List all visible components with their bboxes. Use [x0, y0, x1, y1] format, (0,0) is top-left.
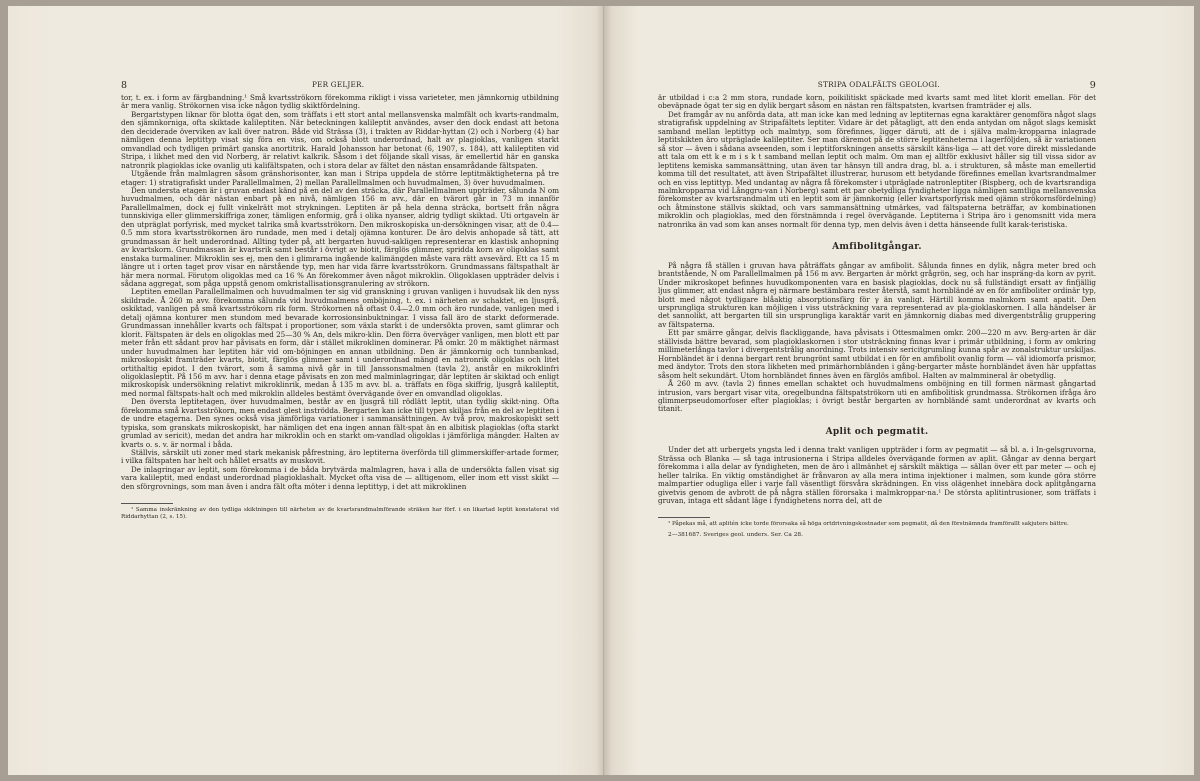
paragraph: På några få ställen i gruvan hava påträffats gångar av amfibolit. Sålunda finnes en dylik, några meter bred och brantstående, N om Parallellmalmen på 156 m avv. Bergarten är mörkt grågrön, seg, och har inspräng-da korn av pyrit. Under mikroskopet befinnes huvudkomponenten vara en basisk plagioklas, dock nu så fullständigt ersatt av finfjällig ljus glimmer, att endast några ej närmare bestämbara rester återstå, samt hornbländé av en för amfiboliter ordinär typ, blott med något tydligare blåaktig absorptionsfärg för γ än vanligt. Härtill komma malmkorn samt apatit. Den ursprungliga strukturen kan möjligen i viss utsträckning vara representerad av pla-gioklaskornen. I alla händelser är det sannolikt, att bergarten till sin ursprungliga karaktär varit en jämnkornig diabas med divergentstrålig gruppering av fältspaterna.	[658, 260, 1096, 329]
paragraph: Den översta leptitetagen, över huvudmalmen, består av en ljusgrå till rödlätt leptit, utan tydlig skikt-ning. Ofta förekomma små kvartsströkorn, men endast glest inströdda. Bergarten kan icke till typen skiljas från en del av leptiten i de undre etagerna. Den synes också visa jämförliga variationer i sammansättningen. Av två prov, makroskopiskt sett typiska, som granskats mikroskopiskt, har nämligen det ena ingen annan fält-spat än en albitisk plagioklas (ofta starkt grumlad av sericit), medan det andra har mikroklin och en starkt om-vandlad oligoklas i jämförliga mängder. Halten av kvarts o. s. v. är normal i båda.	[121, 397, 559, 449]
section-heading-amfibolit: Amfibolitgångar.	[832, 242, 922, 253]
footnote: ¹ Samma inskränkning av den tydliga skiktningen till närheten av de kvartsrandmalmförande sträken har förf. i en likartad leptit konstaterat vid Riddarhyttan (2, s. 15).	[121, 507, 559, 520]
paragraph: Ett par smärre gångar, delvis flackliggande, hava påvisats i Ottesmalmen omkr. 200—220 m avv. Berg-arten är där ställvisda bättre bevarad, som plagioklaskornen i stor utsträckning finnas kvar i primär utbildning, i form av omkring millimeterlånga tavlor i divergentstrålig anordning. Trots intensiv sericitgrumling kunna spår av zonalstruktur urskiljas. Hornbländet är i denna bergart rent brungrönt samt utbildat i en för en amfibolit ovanlig form — väl idiomorfa prismor, med ändytor. Trots den stora likheten med primärhornbländen i gång-bergarter måste hornbländet även här uppfattas såsom helt sekundärt. Utom hornbländet finnes även en färglös amfibol. Halten av malmmineral är obetydlig.	[658, 328, 1096, 380]
paragraph: Den understa etagen är i gruvan endast känd på en del av den sträcka, där Parallellmalmen uppträder, sålunda N om huvudmalmen, och där nästan enbart på en nivå, nämligen 156 m avv., där en tvärort går in 73 m innanför Parallellmalmen, dock ej fullt vinkelrätt mot strykningen. Leptiten är på hela denna sträcka, bortsett från några tunnskiviga eller glimmerskiffriga zoner, tämligen enformig, grå i olika nyanser, aldrig tydligt skiktad. Uti ortgaveln är den utpräglat porfyrisk, med mycket talrika små kvartsströkorn. Den mikroskopiska un-dersökningen visar, att de 0.4—0.5 mm stora kvartsströkornen äro rundade, men med i detalj ojämna konturer. De äro delvis anhopade så tätt, att grundmassan är helt underordnad. Allting tyder på, att bergarten huvud-sakligen representerar en klastisk anhopning av kvartskorn. Grundmassan är kvartsrik samt består i övrigt av biotit, färglös glimmer, spridda korn av oligoklas samt enstaka turmaliner. Mikroklin ses ej, men den i glimrarna ingående kalimängden måste vara rätt avsevärd. Ett ca 15 m längre ut i orten taget prov visar en närstående typ, men har vida färre kvartsströkorn. Grundmassans fältspathalt är här mera normal. Förutom oligoklas med ca 16 % An förekommer även något mikroklin. Oligoklasen uppträder delvis i sådana aggregat, som påga uppstå genom omkristallisationsgranulering av strökorn.	[121, 185, 559, 288]
left-page	[8, 6, 604, 775]
footnote-rule	[658, 517, 710, 518]
right-page-content	[658, 80, 1096, 538]
paragraph: Leptiten emellan Parallellmalmen och huvudmalmen ter sig vid granskning i gruvan vanligen i huvudsak lik den nyss skildrade. Å 260 m avv. förekomma sålunda vid huvudmalmens omböjning, t. ex. i närheten av schaktet, en ljusgrå, oskiktad, vanligen på små kvartsströkorn rik form. Strökornen nå oftast 0.4—2.0 mm och äro rundade, vanligen med i detalj ojämna konturer men stundom med bevarade korrosionsinbuktningar. I vissa fall äro de starkt deformerade. Grundmassan innehåller kvarts och fältspat i proportioner, som växla starkt i de undersökta proven, samt glimrar och klorit. Fältspaten är dels en oligoklas med 25—30 % An, dels mikro-klin. Den förra överväger vanligen, men blott ett par meter från ett sådant prov har påvisats en form, där i stället mikroklinen dominerar. På omkr. 20 m mäktighet närmast under huvudmalmen har leptiten här vid om-böjningen en annan utbildning. Den är jämnkornig och tunnbankad, mikroskopiskt framträder kvarts, biotit, färglös glimmer samt i underordnad mängd en natronrik oligoklas och litet ortithaltig epidot. I den tvärort, som å samma nivå går in till Janssonsmalmen (tavla 2), anstår en mikroklinfri oligoklasleptit. På 156 m avv. har i denna etage påvisats en zon med malminlagringar, där leptiten är skiktad och enligt mikroskopisk undersökning relativt mikroklinrik, medan å 135 m avv. bl. a. träffats en föga skiffrig, ljusgrå kalileptit, med normal fältspats-halt och med mikroklin alldeles bestämt övervägande över en omvandlad oligoklas.	[121, 287, 559, 398]
paragraph: tor, t. ex. i form av färgbandning.¹ Små kvartsströkorn förekomma rikligt i vissa varieteter, men jämnkornig utbildning är mera vanlig. Strökornen visa icke någon tydlig skiktfördelning.	[121, 93, 559, 111]
footnote-rule	[121, 503, 173, 504]
left-body-text	[121, 94, 559, 491]
left-page-number: 8	[121, 80, 128, 91]
right-page-number: 9	[1089, 80, 1096, 91]
left-footnotes	[121, 507, 559, 520]
left-running-head: PER GELJER.	[311, 80, 365, 89]
book-spread	[8, 6, 1194, 775]
right-page	[604, 6, 1194, 775]
left-running-header	[121, 80, 559, 94]
right-running-header	[658, 80, 1096, 94]
paragraph: är utbildad i c:a 2 mm stora, rundade korn, poikilitiskt späckade med kvarts samt med litet klorit emellan. För det obeväpnade ögat ter sig en dylik bergart såsom en nästan ren fältspatsten, kvartsen framträder ej alls.	[658, 93, 1096, 111]
paragraph: Det framgår av nu anförda data, att man icke kan med ledning av leptiternas egna karaktärer genomföra något slags stratigrafisk uppdelning av Stripafältets leptiter. Vidare är det påtagligt, att den enda antydan om något slags kemiskt samband mellan leptittyp och malmtyp, som förefinnes, ligger däruti, att de i själva malm-kropparna inlagrade leptitskikten äro utpräglade kalileptiter. Ser man däremot på de större leptitenheterna i lagerföljden, så är variationen så stor — även i sådana avseenden, som i leptitforskningen ansetts särskilt käns-liga — att det vore direkt missledande att tala om ett k e m i s k t samband mellan leptit och malm. Om man ej alltför exklusivt håller sig till vissa sidor av leptitens kemiska sammansättning, utan även tar hänsyn till andra drag, bl. a. i strukturen, så måste man emellertid komma till det resultatet, att även Stripafältet illustrerar, hurusom ett betydande förefinnes emellan kvartsrandmalmer och en viss leptittyp. Med undantag av några få förekomster i utpräglade natronleptiter (Bispberg, och de kvartsrandiga malmkropparna vid Långgru-van i Norberg) samt ett par obetydliga fyndigheter ligga nämligen samtliga mellansvenska förekomster av kvartsrandmalm uti en leptit som är jämnkornig (eller kvartsporfyrisk med ojämn strökornsfördelning) och åtminstone ställvis skiktad, och vars sammansättning utmärkes, vad fältspaterna beträffar, av kombinationen mikroklin och plagioklas, med den förstnämnda i regel övervägande. Leptiterna i Stripa äro i genomsnitt vida mera natronrika än vad som kan anses normalt för denna typ, men delvis även i detta hänseende fullt karak-teristiska.	[658, 109, 1096, 229]
footnote: ¹ Påpekas må, att aplitén icke torde förorsaka så höga ortdrivningskostnader som pegmatit, då den förstnämnda framförallt sakjuters bättre.	[668, 521, 1069, 528]
paragraph: De inlagringar av leptit, som förekomma i de båda brytvärda malmlagren, hava i alla de undersökta fallen visat sig vara kalileptit, med endast underordnad plagioklashalt. Mycket ofta visa de — alltigenom, eller inom ett visst skikt — den sförgrovnings, som man även i andra fält ofta möter i denna leptittyp, i det att mikroklinen	[121, 464, 559, 491]
paragraph: Ställvis, särskilt uti zoner med stark mekanisk påfrestning, äro leptiterna överförda till glimmerskiffer-artade former, i vilka fältspaten har helt och hållet ersatts av muskovit.	[121, 448, 559, 466]
paragraph: Utgående från malmlagren såsom gränshorisonter, kan man i Stripa uppdela de större leptitmäktigheterna på tre etager: 1) stratigrafiskt under Parallellmalmen, 2) mellan Parallellmalmen och huvudmalmen, 3) över huvudmalmen.	[121, 169, 559, 187]
right-footnotes	[658, 521, 1096, 528]
paragraph: Under det att urbergets yngsta led i denna trakt vanligen uppträder i form av pegmatit — så bl. a. i In-gelsgruvorna, Strässa och Blanka — så taga intrusionerna i Stripa alldeles övervägande formen av aplit. Gångar av denna bergart förekomma i alla delar av fyndigheten, men de äro i allmänhet ej särskilt mäktiga — sällan över ett par meter — och ej heller talrika. En viktig omständighet är frånvaron av alla mera intima injektioner i malmen, som kunde göra större malmpartier odugliga eller i varje fall väsentligt försvåra skrädningen. En viss olägenhet innebära dock aplitgångarna givetvis genom de avbrott de på några ställen förorsaka i malmkroppar-na.¹ De största aplitintrusioner, som träffats i gruvan, intaga ett sådant läge i fyndighetens norra del, att de	[658, 445, 1096, 506]
printer-signature: 2—381687. Sveriges geol. unders. Ser. Ca 28.	[668, 532, 803, 539]
paragraph: Å 260 m avv. (tavla 2) finnes emellan schaktet och huvudmalmens omböjning en till formen närmast gångartad intrusion, vars bergart visar vita, oregelbundna fältspatströkorn uti en amfibolitisk grundmassa. Strökornen ifråga äro glimmerpseudomorfoser efter plagioklas; i övrigt består bergarten av hornbländé samt underordnat av kvarts och titanit.	[658, 379, 1096, 414]
paragraph: Bergartstypen liknar för blotta ögat den, som träffats i ett stort antal mellansvenska malmfält och kvarts-randmalm, den sjämnkorniga, ofta skiktade kalileptiten. När beteckningen kalileptit användes, avser den dock endast att betona den deciderade överviken av kali över natron. Både vid Strässa (3), i trakten av Riddar-hyttan (2) och i Norberg (4) har nämligen denna leptittyp visat sig föra en viss, om också blott underordnad, halt av plagioklas, vanligen starkt omvandlad och tydligen primärt ganska anortitrik. Harald Johansson har betonat (6, 1907, s. 184), att kalileptiten vid Stripa, i likhet med den vid Norberg, är relativt kalkrik. Såsom i det följande skall visas, är emellertid här en ganska natronrik plagioklas icke ovanlig uti kalifältspaten, och i stora delar av fältet den nästan ensamrådande fältspaten.	[121, 109, 559, 170]
left-page-content	[121, 80, 559, 520]
right-running-head: STRIPA ODALFÄLTS GEOLOGI.	[817, 80, 940, 89]
section-heading-aplit: Aplit och pegmatit.	[825, 426, 929, 437]
right-body-text	[658, 94, 1096, 505]
